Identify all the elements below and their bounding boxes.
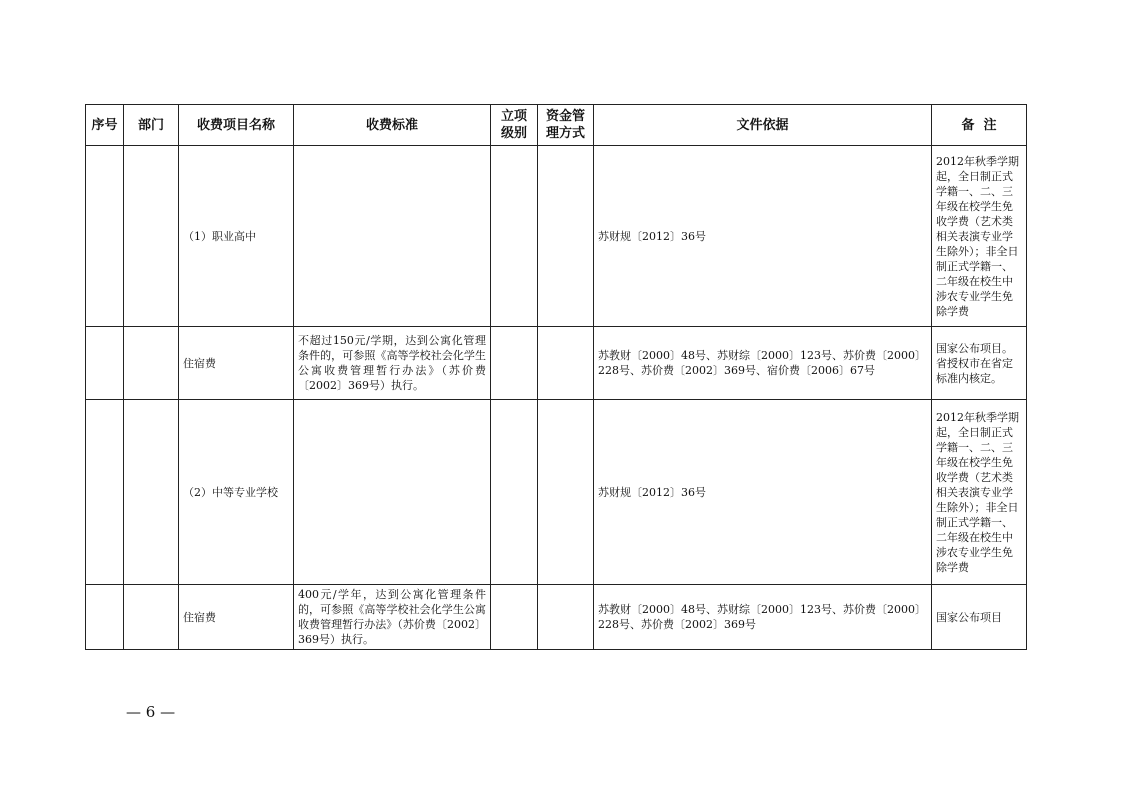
- header-fund-mgmt: 资金管理方式: [538, 105, 594, 146]
- cell-remarks: 2012年秋季学期起，全日制正式学籍一、二、三年级在校学生免收学费（艺术类相关表演专业学生除外）；非全日制正式学籍一、二年级在校生中涉农专业学生免除学费: [932, 146, 1027, 327]
- table-row: [86, 400, 1027, 585]
- header-remarks: 备 注: [932, 105, 1027, 146]
- cell-level: [491, 327, 538, 400]
- header-standard: 收费标准: [294, 105, 491, 146]
- cell-seq: [86, 146, 124, 327]
- cell-dept: [124, 400, 179, 585]
- cell-fund-mgmt: [538, 400, 594, 585]
- fee-table: [85, 104, 1027, 650]
- header-row: [86, 105, 1027, 146]
- header-seq: 序号: [86, 105, 124, 146]
- page-number: — 6 —: [126, 703, 176, 721]
- cell-doc-basis: 苏财规〔2012〕36号: [594, 400, 932, 585]
- cell-remarks: 国家公布项目。省授权市在省定标准内核定。: [932, 327, 1027, 400]
- cell-fund-mgmt: [538, 146, 594, 327]
- cell-remarks: 2012年秋季学期起，全日制正式学籍一、二、三年级在校学生免收学费（艺术类相关表演专业学生除外）；非全日制正式学籍一、二年级在校生中涉农专业学生免除学费: [932, 400, 1027, 585]
- header-item-name: 收费项目名称: [179, 105, 294, 146]
- cell-doc-basis: 苏教财〔2000〕48号、苏财综〔2000〕123号、苏价费〔2000〕228号、苏价费〔2002〕369号: [594, 585, 932, 650]
- cell-item-name: （1）职业高中: [179, 146, 294, 327]
- cell-level: [491, 585, 538, 650]
- cell-standard: 400元/学年，达到公寓化管理条件的，可参照《高等学校社会化学生公寓收费管理暂行办法》（苏价费〔2002〕369号）执行。: [294, 585, 491, 650]
- cell-standard: [294, 400, 491, 585]
- cell-standard: 不超过150元/学期，达到公寓化管理条件的，可参照《高等学校社会化学生公寓收费管理暂行办法》（苏价费〔2002〕369号）执行。: [294, 327, 491, 400]
- cell-seq: [86, 327, 124, 400]
- table-header: [86, 105, 1027, 146]
- cell-item-name: 住宿费: [179, 327, 294, 400]
- cell-seq: [86, 585, 124, 650]
- cell-dept: [124, 585, 179, 650]
- cell-level: [491, 146, 538, 327]
- cell-remarks: 国家公布项目: [932, 585, 1027, 650]
- cell-dept: [124, 146, 179, 327]
- cell-item-name: （2）中等专业学校: [179, 400, 294, 585]
- cell-doc-basis: 苏财规〔2012〕36号: [594, 146, 932, 327]
- table-row: [86, 585, 1027, 650]
- header-dept: 部门: [124, 105, 179, 146]
- table-row: [86, 146, 1027, 327]
- header-doc-basis: 文件依据: [594, 105, 932, 146]
- table-row: [86, 327, 1027, 400]
- cell-doc-basis: 苏教财〔2000〕48号、苏财综〔2000〕123号、苏价费〔2000〕228号、苏价费〔2002〕369号、宿价费〔2006〕67号: [594, 327, 932, 400]
- cell-level: [491, 400, 538, 585]
- cell-seq: [86, 400, 124, 585]
- cell-fund-mgmt: [538, 327, 594, 400]
- cell-standard: [294, 146, 491, 327]
- cell-item-name: 住宿费: [179, 585, 294, 650]
- cell-fund-mgmt: [538, 585, 594, 650]
- table-body: [86, 146, 1027, 650]
- cell-dept: [124, 327, 179, 400]
- header-level: 立项级别: [491, 105, 538, 146]
